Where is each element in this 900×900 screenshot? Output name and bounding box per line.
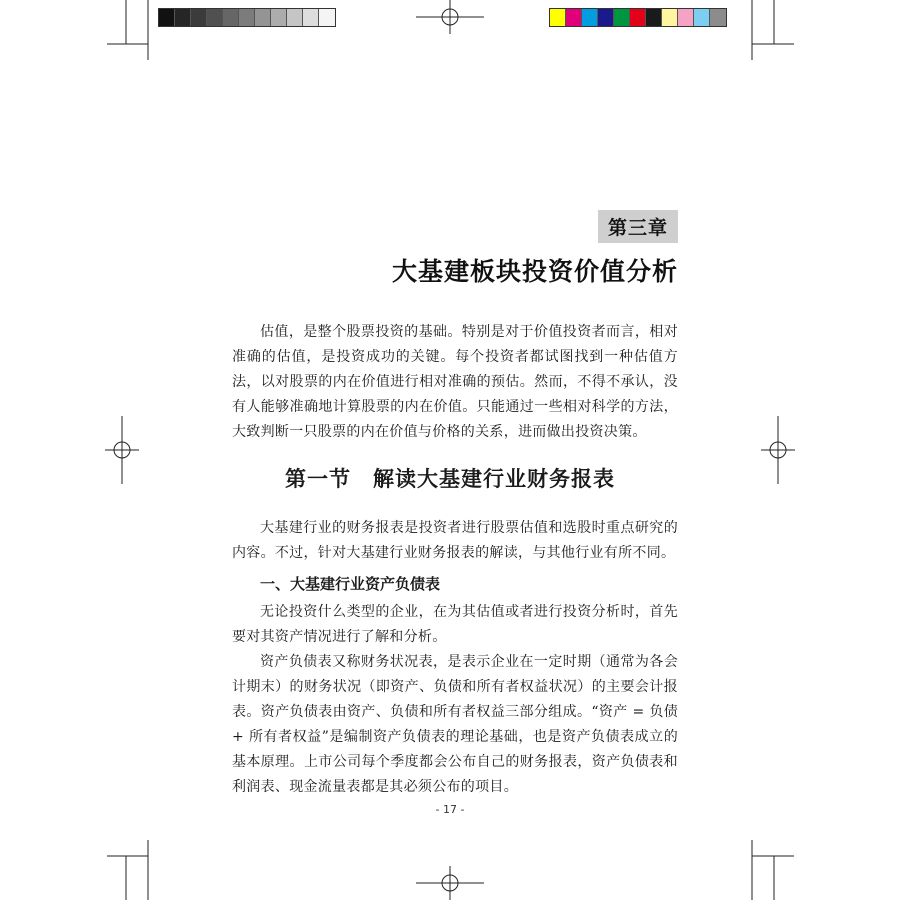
chapter-intro-paragraph: 估值，是整个股票投资的基础。特别是对于价值投资者而言，相对准确的估值，是投资成功的关键。每个投资者都试图找到一种估值方法，以对股票的内在价值进行相对准确的预估。然而，不得不承认，没有人能够准确地计算股票的内在价值。只能通过一些相对科学的方法，大致判断一只股票的内在价值与价格的关系，进而做出投资决策。 — [232, 324, 678, 440]
body-paragraph-1: 无论投资什么类型的企业，在为其估值或者进行投资分析时，首先要对其资产情况进行了解和分析。 — [232, 604, 678, 645]
section-number: 第一节 — [285, 466, 351, 491]
body-paragraph-2: 资产负债表又称财务状况表，是表示企业在一定时期（通常为各会计期末）的财务状况（即资产、负债和所有者权益状况）的主要会计报表。资产负债表由资产、负债和所有者权益三部分组成。“资产 = 负债 + 所有者权益”是编制资产负债表的理论基础，也是资产负债表成立的基本原理。上市公司每个季度都会公布自己的财务报表，资产负债表和利润表、现金流量表都是其必须公布的项目。 — [232, 654, 678, 795]
chapter-label: 第三章 — [598, 210, 678, 243]
registration-mark-bottom — [416, 866, 484, 900]
subsection-heading: 一、大基建行业资产负债表 — [260, 575, 441, 593]
section-heading — [0, 463, 900, 493]
chapter-title: 大基建板块投资价值分析 — [391, 257, 678, 286]
section-title: 解读大基建行业财务报表 — [373, 466, 615, 491]
registration-mark-top — [416, 0, 484, 34]
page-number: - 17 - — [435, 803, 465, 816]
section-intro-paragraph: 大基建行业的财务报表是投资者进行股票估值和选股时重点研究的内容。不过，针对大基建行业财务报表的解读，与其他行业有所不同。 — [232, 520, 678, 561]
